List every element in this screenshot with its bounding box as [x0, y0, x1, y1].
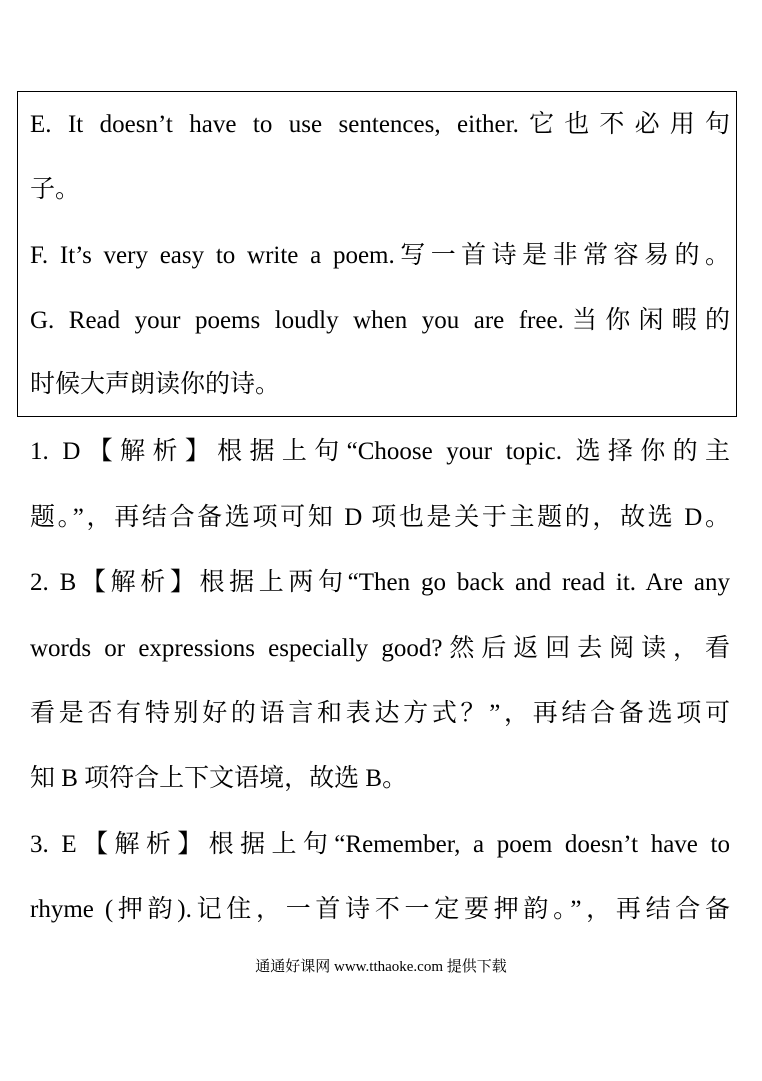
option-e-line-1: E. It doesn’t have to use sentences, either.它也不必用句 [30, 111, 730, 138]
answer-3-line-1: 3. E【解析】根据上句“Remember, a poem doesn’t have to [30, 831, 730, 858]
answer-3-line-2: rhyme (押韵).记住，一首诗不一定要押韵。”，再结合备 [30, 896, 730, 923]
option-f-line: F. It’s very easy to write a poem.写一首诗是非常容易的。 [30, 242, 730, 269]
answer-1-line-2: 题。”，再结合备选项可知 D 项也是关于主题的，故选 D。 [30, 504, 730, 531]
option-g-line-1: G. Read your poems loudly when you are free.当你闲暇的 [30, 307, 730, 334]
answer-2-line-3: 看是否有特别好的语言和表达方式？”，再结合备选项可 [30, 700, 730, 727]
option-e-line-2: 子。 [30, 176, 81, 203]
answer-2-line-1: 2. B【解析】根据上两句“Then go back and read it. Are any [30, 569, 730, 596]
answer-2-line-4: 知 B 项符合上下文语境，故选 B。 [30, 765, 408, 792]
answer-1-line-1: 1. D【解析】根据上句“Choose your topic. 选择你的主 [30, 438, 730, 465]
footer-source: 通通好课网 www.tthaoke.com 提供下载 [255, 959, 507, 975]
option-g-line-2: 时候大声朗读你的诗。 [30, 371, 281, 398]
answer-2-line-2: words or expressions especially good?然后返回去阅读，看 [30, 635, 730, 662]
